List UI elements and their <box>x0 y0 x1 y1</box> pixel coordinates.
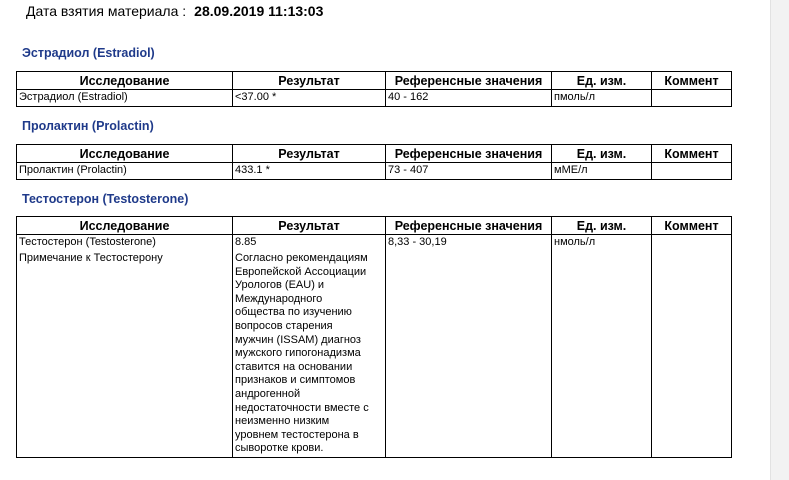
table-header-row <box>17 72 732 90</box>
col-header-comment: Коммент <box>652 217 732 235</box>
page-edge-shadow <box>770 0 789 480</box>
col-header-result: Результат <box>233 217 386 235</box>
cell-comment <box>652 90 732 107</box>
table-row <box>17 90 732 107</box>
section-title-prolactin: Пролактин (Prolactin) <box>22 119 154 133</box>
col-header-unit: Ед. изм. <box>552 145 652 163</box>
note-line: Урологов (EAU) и <box>235 279 325 292</box>
cell-result: 433.1 * <box>233 163 386 180</box>
col-header-study: Исследование <box>17 217 233 235</box>
cell-comment <box>652 235 732 252</box>
note-line: уровнем тестостерона в <box>235 428 359 441</box>
table-row <box>17 163 732 180</box>
col-header-reference: Референсные значения <box>386 217 552 235</box>
note-line: ставится на основании <box>235 360 353 373</box>
note-line: мужчин (ISSAM) диагноз <box>235 333 361 346</box>
cell-reference: 40 - 162 <box>386 90 552 107</box>
cell-reference: 73 - 407 <box>386 163 552 180</box>
col-header-result: Результат <box>233 72 386 90</box>
cell-note-comment <box>652 251 732 457</box>
note-line: андрогенной <box>235 387 301 400</box>
table-prolactin <box>16 144 732 180</box>
table-header-row <box>17 217 732 235</box>
note-line: вопросов старения <box>235 319 333 332</box>
col-header-reference: Референсные значения <box>386 145 552 163</box>
note-line: мужского гипогонадизма <box>235 347 361 360</box>
cell-note-reference <box>386 251 552 457</box>
col-header-study: Исследование <box>17 72 233 90</box>
cell-reference: 8,33 - 30,19 <box>386 235 552 252</box>
col-header-reference: Референсные значения <box>386 72 552 90</box>
col-header-unit: Ед. изм. <box>552 217 652 235</box>
col-header-result: Результат <box>233 145 386 163</box>
sample-date-value: 28.09.2019 11:13:03 <box>194 3 324 19</box>
note-line: Европейской Ассоциации <box>235 265 367 278</box>
table-testosterone <box>16 216 732 458</box>
col-header-unit: Ед. изм. <box>552 72 652 90</box>
note-line: Согласно рекомендациям <box>235 252 368 264</box>
col-header-comment: Коммент <box>652 72 732 90</box>
table-header-row <box>17 145 732 163</box>
cell-note-unit <box>552 251 652 457</box>
note-line: признаков и симптомов <box>235 374 356 387</box>
note-line: неизменно низким <box>235 415 330 428</box>
table-estradiol <box>16 71 732 107</box>
cell-result: <37.00 * <box>233 90 386 107</box>
cell-note-label: Примечание к Тестостерону <box>17 251 233 457</box>
cell-result: 8.85 <box>233 235 386 252</box>
cell-study: Эстрадиол (Estradiol) <box>17 90 233 107</box>
col-header-study: Исследование <box>17 145 233 163</box>
table-row-note <box>17 251 732 457</box>
cell-study: Тестостерон (Testosterone) <box>17 235 233 252</box>
col-header-comment: Коммент <box>652 145 732 163</box>
note-line: Международного <box>235 292 323 305</box>
sample-date-label: Дата взятия материала : <box>26 3 187 19</box>
table-row <box>17 235 732 252</box>
note-line: сыворотке крови. <box>235 442 324 455</box>
note-line: общества по изучению <box>235 306 352 319</box>
cell-unit: пмоль/л <box>552 90 652 107</box>
cell-note-text <box>233 251 386 457</box>
cell-comment <box>652 163 732 180</box>
cell-study: Пролактин (Prolactin) <box>17 163 233 180</box>
note-line: недостаточности вместе с <box>235 401 369 414</box>
section-title-estradiol: Эстрадиол (Estradiol) <box>22 46 155 60</box>
section-title-testosterone: Тестостерон (Testosterone) <box>22 192 189 206</box>
cell-unit: нмоль/л <box>552 235 652 252</box>
sample-date-line <box>26 3 323 19</box>
cell-unit: мМЕ/л <box>552 163 652 180</box>
